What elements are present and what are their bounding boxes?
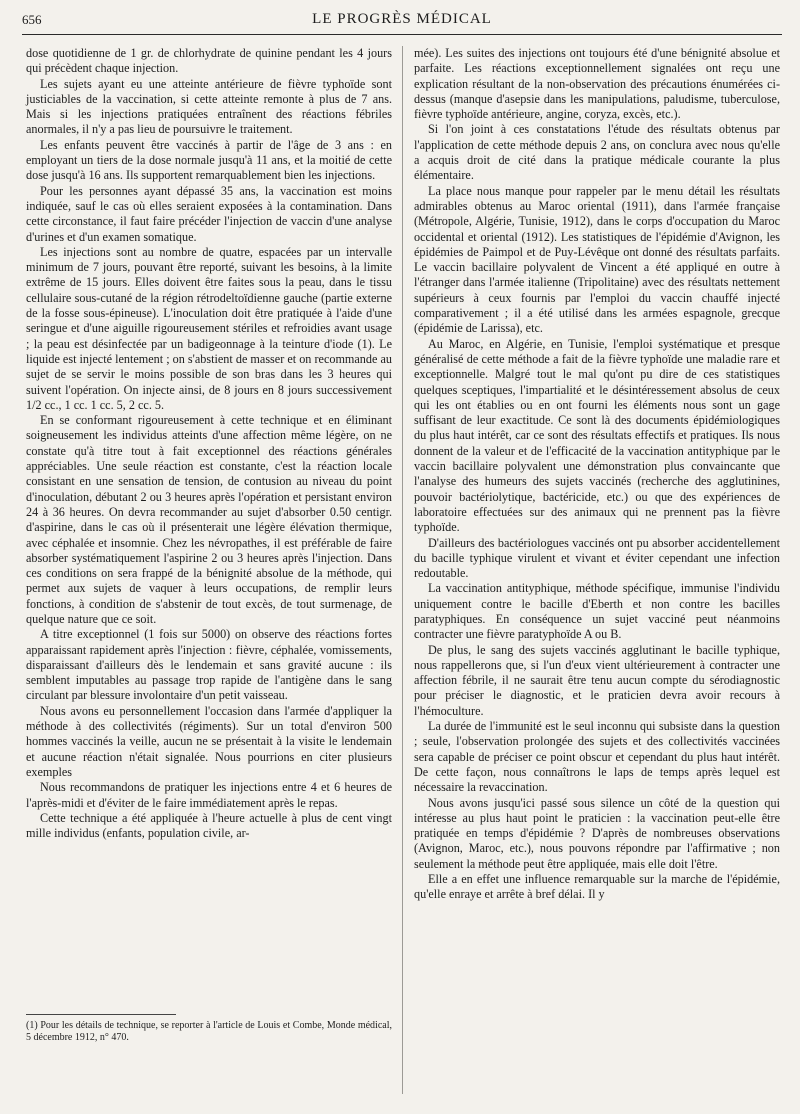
paragraph: Cette technique a été appliquée à l'heure actuelle à plus de cent vingt mille individus (enfants, population civile, ar- [26,810,392,841]
paragraph: mée). Les suites des injections ont toujours été d'une bénignité absolue et parfaite. Les réactions exceptionnellement signalées ont reçu une explication résultant de la non-observation des précautions énumérées ci-dessus (manque d'asepsie dans les manipulations, paludisme, tuberculose, fièvre typhoïde antérieure, angine, coryza, excès, etc.). [414,46,780,122]
paragraph: Pour les personnes ayant dépassé 35 ans, la vaccination est moins indiquée, sauf le cas où elles seraient exposées à la contamination. Dans cette circonstance, il faut faire précéder l'injection de vaccin d'une analyse d'urines et d'un examen somatique. [26,183,392,244]
paragraph: D'ailleurs des bactériologues vaccinés ont pu absorber accidentellement du bacille typhique virulent et vivant et éviter cependant une infection redoutable. [414,535,780,581]
paragraph: Nous avons jusqu'ici passé sous silence un côté de la question qui intéresse au plus haut point le praticien : la vaccination peut-elle être pratiquée en temps d'épidémie ? D'après de nombreuses observations (Avignon, Maroc, etc.), nous pouvons répondre par l'affirmative ; non seulement la méthode peut être appliquée, mais elle doit l'être. [414,795,780,871]
paragraph: Les injections sont au nombre de quatre, espacées par un intervalle minimum de 7 jours, pouvant être reporté, suivant les besoins, à la limite extrême de 15 jours. Elles doivent être faites sous la peau, dans le tissu cellulaire sous-cutané de la région rétrodeltoïdienne gauche (partie externe de la fosse sous-épineuse). L'inoculation doit être pratiquée à l'aide d'une seringue et d'une aiguille rigoureusement stériles et refroidies avant usage ; la peau est désinfectée par un badigeonnage à la teinture d'iode (1). Le liquide est injecté lentement ; on s'abstient de masser et on recommande au sujet de se servir le moins possible de son bras dans les 3 heures qui suivent l'opération. On injecte ainsi, de 8 jours en 8 jours successivement 1/2 cc., 1 cc. 1 cc. 5, 2 cc. 5. [26,244,392,412]
paragraph: Les sujets ayant eu une atteinte antérieure de fièvre typhoïde sont justiciables de la vaccination, si cette atteinte remonte à plus de 7 ans. Mais si les injections pratiquées entraînent des réactions fébriles anormales, il n'y a pas lieu de poursuivre le traitement. [26,76,392,137]
paragraph: Les enfants peuvent être vaccinés à partir de l'âge de 3 ans : en employant un tiers de la dose normale jusqu'à 11 ans, et la moitié de cette dose jusqu'à 16 ans. Ils supportent remarquablement bien les injections. [26,137,392,183]
paragraph: La place nous manque pour rappeler par le menu détail les résultats admirables obtenus au Maroc oriental (1911), dans l'armée française (Métropole, Algérie, Tunisie, 1912), dans le corps d'occupation du Maroc occidental et oriental (1912). Les statistiques de l'épidémie d'Avignon, les épidémies de Paimpol et de Puy-Lévêque ont donné des résultats parfaits. Le vaccin bacillaire polyvalent de Vincent a été appliqué en outre à l'étranger dans l'armée italienne (Tripolitaine) avec des résultats nettement supérieurs à ceux fournis par l'emploi du vaccin chauffé injecté comparativement ; il a été utilisé dans les armées espagnole, grecque (épidémie de Larissa), etc. [414,183,780,336]
paragraph: dose quotidienne de 1 gr. de chlorhydrate de quinine pendant les 4 jours qui précèdent chaque injection. [26,46,392,76]
paragraph: De plus, le sang des sujets vaccinés agglutinant le bacille typhique, nous rappellerons que, si l'un d'eux vient ultérieurement à contracter une affection fébrile, il ne saurait être tenu aucun compte du sérodiagnostic pour préciser le diagnostic, et le praticien devra avoir recours à l'hémoculture. [414,642,780,718]
footnote-rule [26,1014,176,1015]
journal-title: LE PROGRÈS MÉDICAL [312,11,492,27]
paragraph: La vaccination antityphique, méthode spécifique, immunise l'individu uniquement contre le bacille d'Eberth et non contre les bacilles paratyphiques. En conséquence un sujet vacciné peut néanmoins contracter une fièvre paratyphoïde A ou B. [414,581,780,642]
footnote: (1) Pour les détails de technique, se reporter à l'article de Louis et Combe, Monde médical, 5 décembre 1912, n° 470. [26,1020,392,1043]
paragraph: Au Maroc, en Algérie, en Tunisie, l'emploi systématique et presque généralisé de cette méthode a fait de la fièvre typhoïde une maladie rare et exceptionnelle. Malgré tout le mal qu'ont pu dire de ces statistiques quelques sceptiques, l'impartialité et le désintéressement absolus de ceux qui les ont établies ou en ont fourni les éléments nous sont un gage suffisant de leur exactitude. Ce sont là des documents épidémiologiques du plus haut intérêt, car ce sont des résultats effectifs et pratiques. Ils nous donnent de la valeur et de l'efficacité de la vaccination antityphique par le vaccin bacillaire polyvalent une démonstration plus convaincante que l'analyse des humeurs des sujets vaccinés (recherche des agglutinines, pouvoir bactériolytique, bactéricide, etc.) ou que des expériences de laboratoire effectuées sur des animaux qui ne prennent pas la fièvre typhoïde. [414,336,780,535]
paragraph: En se conformant rigoureusement à cette technique et en éliminant soigneusement les individus atteints d'une affection même légère, on ne constate qu'à titre tout à fait exceptionnel des réactions générales appréciables. Une seule réaction est constante, c'est la réaction locale consistant en une sensation de tension, de contusion au niveau du point d'inoculation, débutant 2 ou 3 heures après l'opération et persistant environ 24 à 36 heures. On devra recommander au sujet d'absorber 0.50 centigr. d'aspirine, dans le cas où il présenterait une légère élévation thermique, avec céphalée et insomnie. Chez les névropathes, il est préférable de faire absorber systématiquement l'aspirine 2 ou 3 heures après l'injection. Dans ces conditions on sera frappé de la bénignité absolue de la méthode, qui permet aux sujets de vaquer à leurs occupations, de remplir leurs fonctions, à condition de s'abstenir de tout excès, de tout surmenage, de quelque nature que ce soit. [26,413,392,626]
left-text-column [26,46,392,841]
paragraph: A titre exceptionnel (1 fois sur 5000) on observe des réactions fortes apparaissant rapidement après l'injection : fièvre, céphalée, vomissements, disparaissant d'ailleurs dès le lendemain et sans gravité aucune : ils semblent imputables au passage trop rapide de l'antigène dans le sang circulant par blessure involontaire d'un petit vaisseau. [26,627,392,703]
paragraph: Nous avons eu personnellement l'occasion dans l'armée d'appliquer la méthode à des collectivités (régiments). Sur un total d'environ 500 hommes vaccinés la veille, aucun ne se présentait à la visite le lendemain et aucune réaction n'était signalée. Nous pourrions en citer plusieurs exemples [26,703,392,779]
paragraph: La durée de l'immunité est le seul inconnu qui subsiste dans la question ; seule, l'observation prolongée des sujets et des collectivités vaccinées sera capable de préciser ce point obscur et cependant du plus haut intérêt. De cette façon, nous connaîtrons le laps de temps après lequel est nécessaire la revaccination. [414,719,780,795]
paragraph: Si l'on joint à ces constatations l'étude des résultats obtenus par l'application de cette méthode depuis 2 ans, on conclura avec nous qu'elle a acquis droit de cité dans la pratique médicale courante la plus élémentaire. [414,122,780,183]
column-divider [402,46,403,1094]
paragraph: Nous recommandons de pratiquer les injections entre 4 et 6 heures de l'après-midi et d'éviter de le faire immédiatement après le repas. [26,780,392,810]
page-header [22,8,782,35]
right-text-column [414,46,780,903]
paragraph: Elle a en effet une influence remarquable sur la marche de l'épidémie, qu'elle enraye et arrête à bref délai. Il y [414,872,780,902]
page-number: 656 [22,12,42,27]
